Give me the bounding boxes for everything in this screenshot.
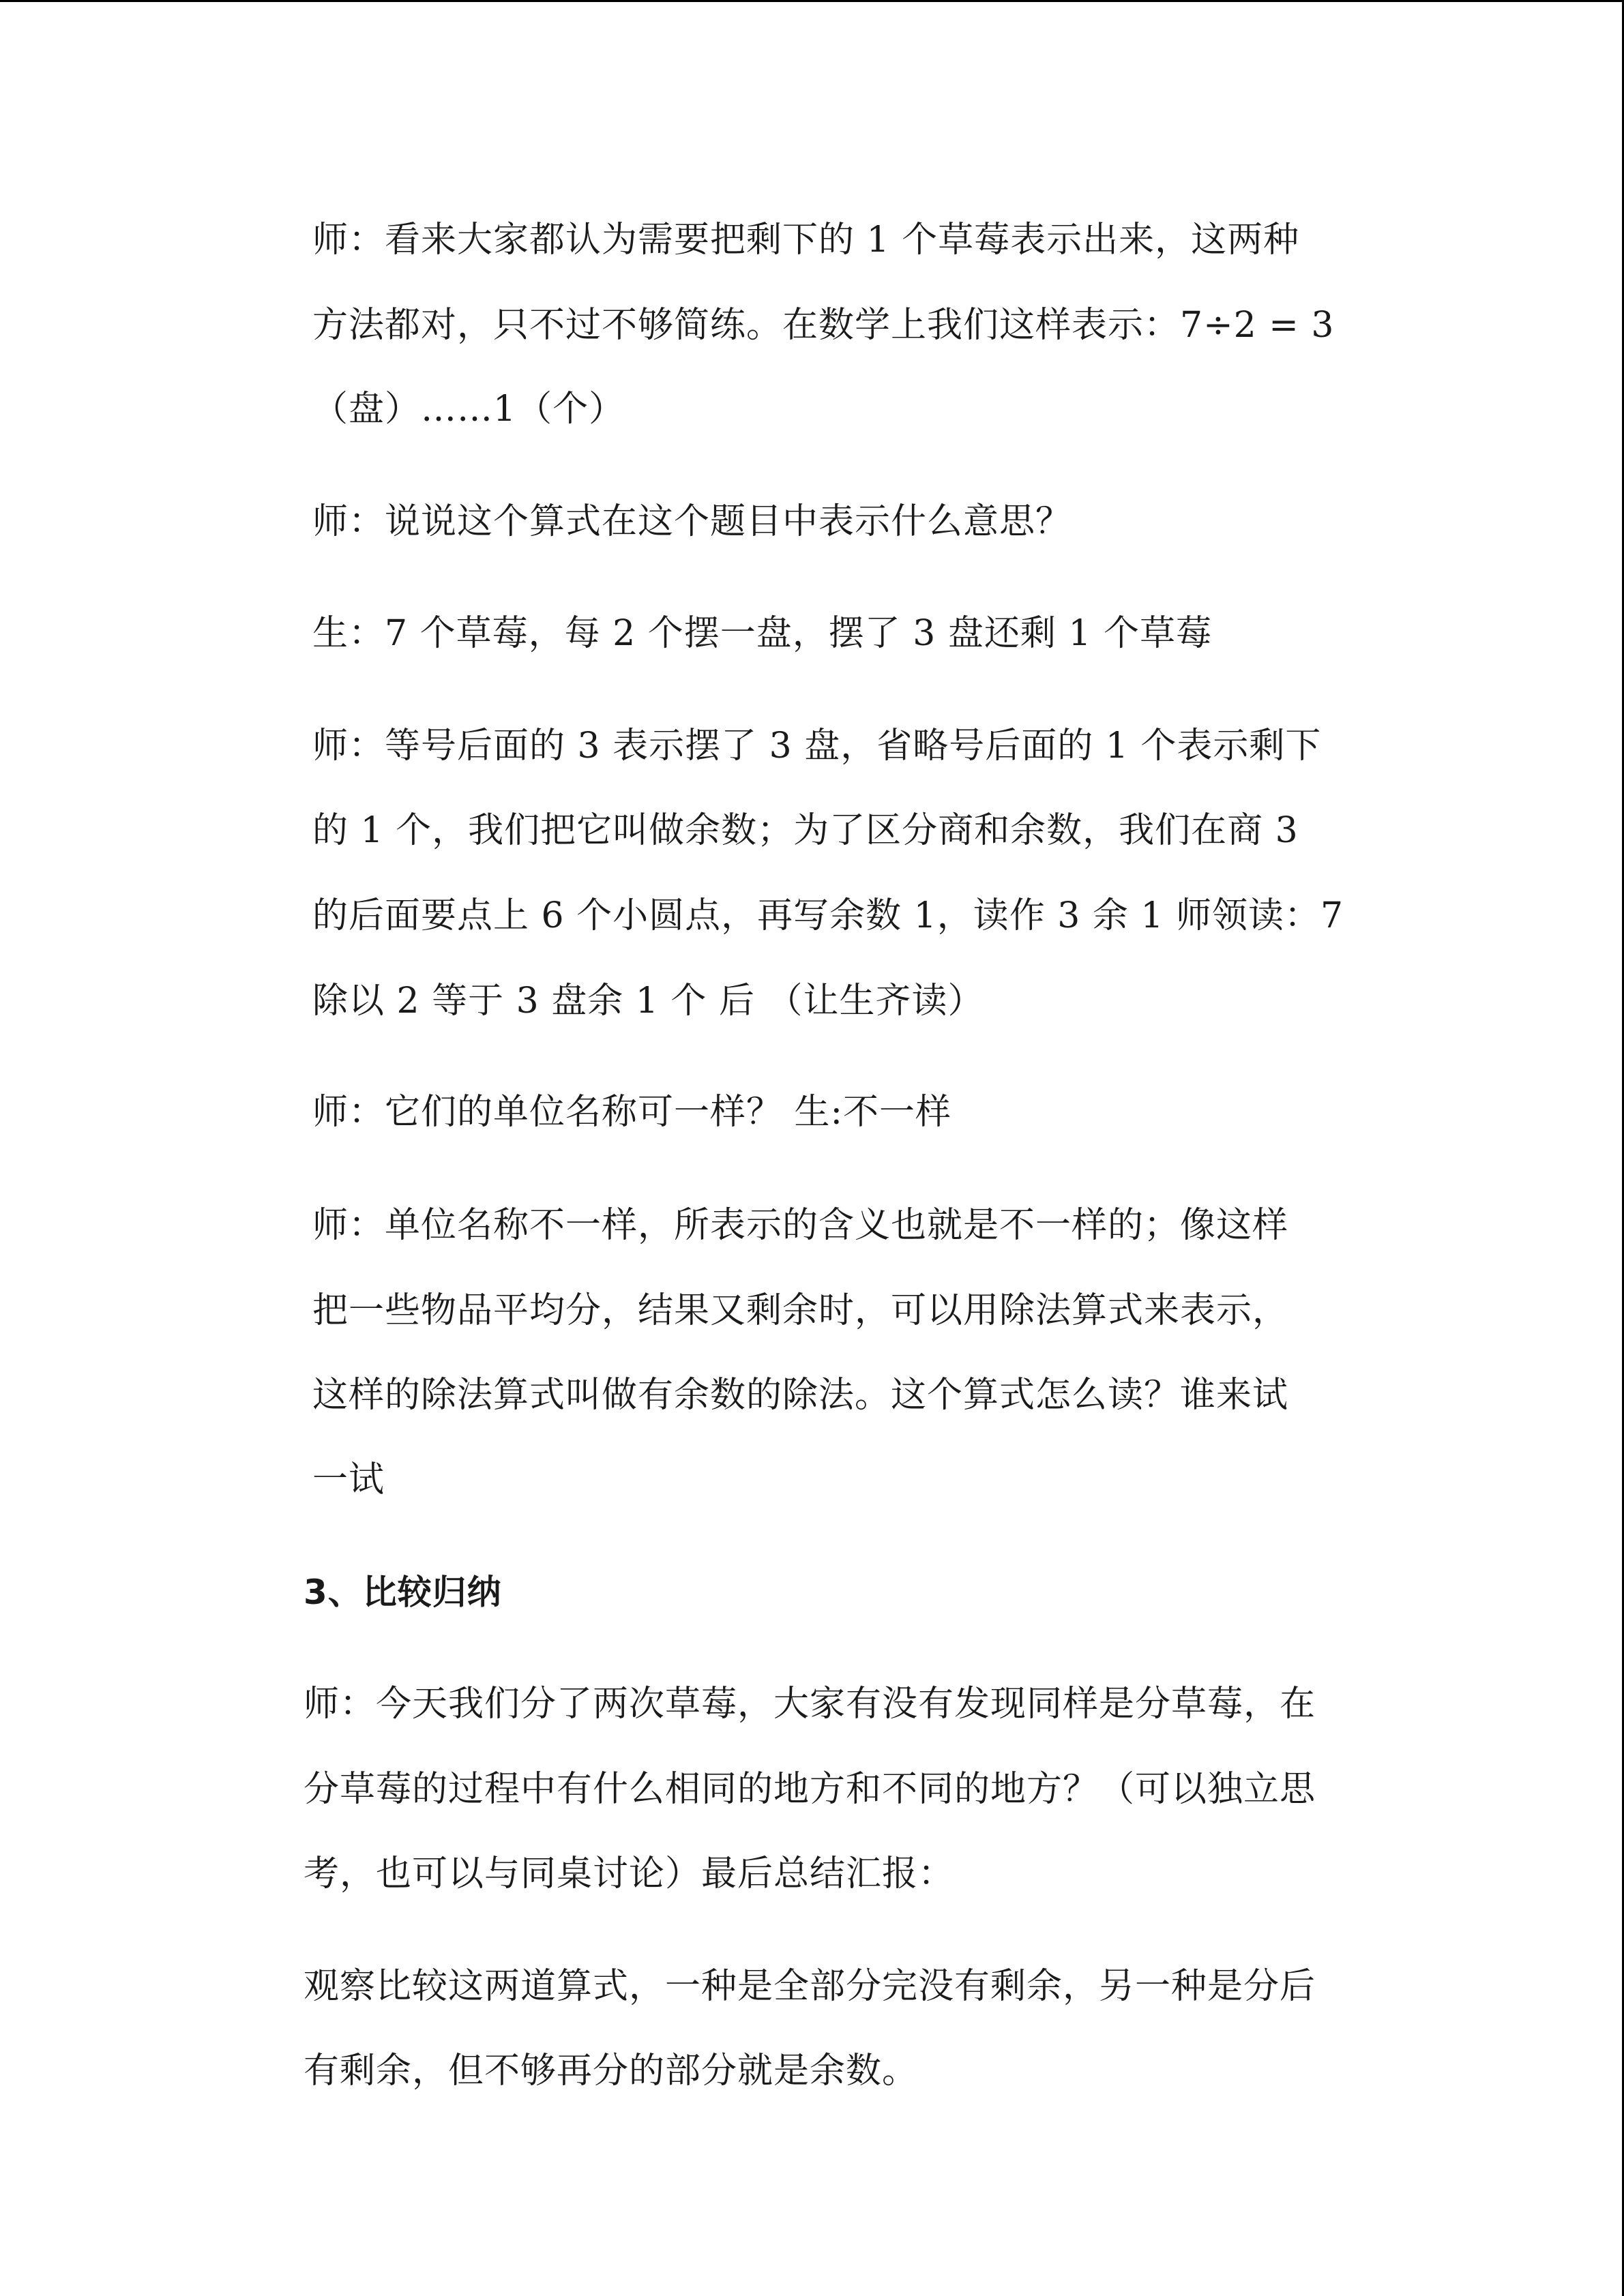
paragraph-line: 师：看来大家都认为需要把剩下的 1 个草莓表示出来，这两种 (312, 220, 1300, 260)
section-heading: 3、比较归纳 (304, 1572, 502, 1612)
paragraph-line: 方法都对，只不过不够简练。在数学上我们这样表示：7÷2 = 3 (312, 305, 1335, 346)
paragraph-line: 这样的除法算式叫做有余数的除法。这个算式怎么读？谁来试 (312, 1375, 1289, 1416)
paragraph-line: 一试 (312, 1459, 385, 1500)
paragraph-line: 把一些物品平均分，结果又剩余时，可以用除法算式来表示， (312, 1290, 1289, 1331)
paragraph-line: 师：等号后面的 3 表示摆了 3 盘，省略号后面的 1 个表示剩下 (312, 726, 1322, 766)
paragraph-line: 生：7 个草莓，每 2 个摆一盘，摆了 3 盘还剩 1 个草莓 (312, 613, 1213, 654)
paragraph-line: 有剩余，但不够再分的部分就是余数。 (304, 2051, 919, 2091)
document-page (304, 0, 1395, 2296)
paragraph-line: 分草莓的过程中有什么相同的地方和不同的地方？（可以独立思 (304, 1769, 1316, 1810)
paragraph-line: 的后面要点上 6 个小圆点，再写余数 1，读作 3 余 1 师领读：7 (312, 895, 1344, 936)
paragraph-line: 除以 2 等于 3 盘余 1 个 后 （让生齐读） (312, 981, 984, 1022)
paragraph-line: 观察比较这两道算式，一种是全部分完没有剩余，另一种是分后 (304, 1966, 1316, 2007)
paragraph-line: （盘）……1（个） (312, 389, 625, 430)
paragraph-line: 师：单位名称不一样，所表示的含义也就是不一样的；像这样 (312, 1205, 1289, 1246)
paragraph-line: 师：它们的单位名称可一样？ 生:不一样 (312, 1092, 952, 1133)
paragraph-line: 的 1 个，我们把它叫做余数；为了区分商和余数，我们在商 3 (312, 810, 1299, 851)
paragraph-line: 师：说说这个算式在这个题目中表示什么意思？ (312, 501, 1072, 542)
paragraph-line: 考，也可以与同桌讨论）最后总结汇报： (304, 1853, 955, 1894)
paragraph-line: 师：今天我们分了两次草莓，大家有没有发现同样是分草莓，在 (304, 1684, 1316, 1725)
